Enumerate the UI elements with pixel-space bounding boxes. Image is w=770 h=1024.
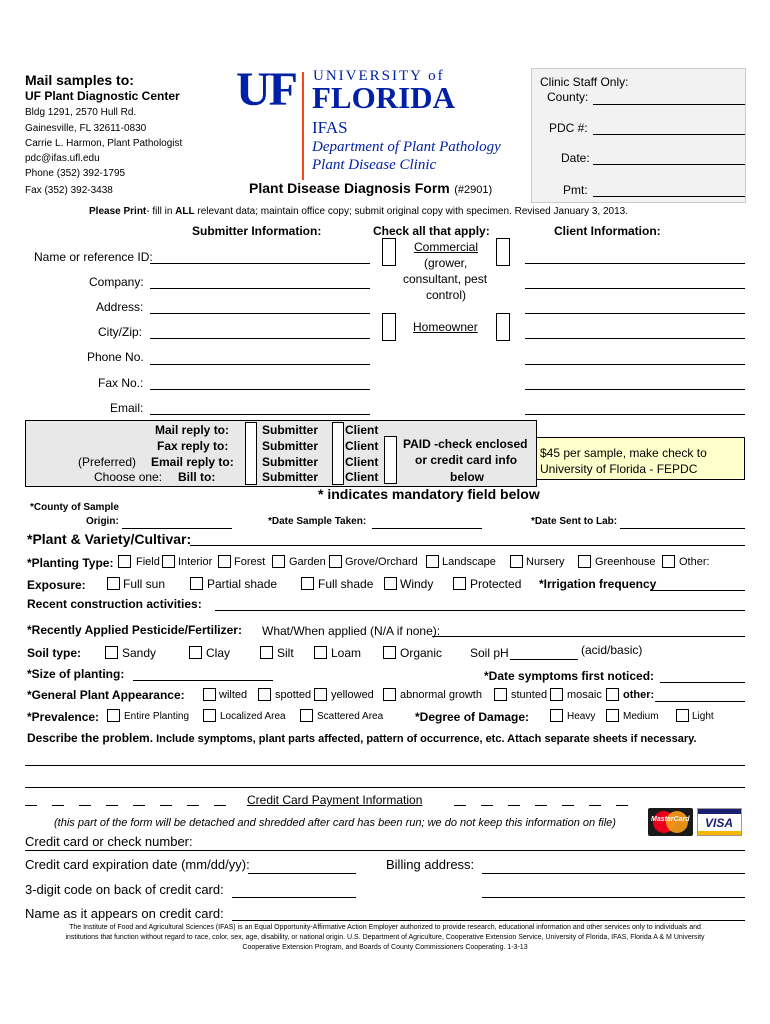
client-address-field[interactable] — [525, 313, 745, 314]
paid-label: or credit card info — [415, 453, 518, 467]
fax-field[interactable] — [150, 389, 370, 390]
uf-letters: UF — [236, 63, 296, 116]
client-name-field[interactable] — [525, 263, 745, 264]
planting-option: Nursery — [526, 556, 565, 568]
appearance-option: spotted — [275, 689, 312, 701]
planting-option: Landscape — [442, 556, 496, 568]
appearance-yellowed-checkbox[interactable] — [314, 688, 327, 701]
pesticide-sublabel: What/When applied (N/A if none): — [262, 624, 441, 638]
reply-submitter: Submitter — [262, 423, 319, 437]
fax-reply-label: Fax reply to: — [157, 439, 229, 453]
describe-hint: Include symptoms, plant parts affected, pattern of occurrence, etc. Attach separate sheets if necessary. — [153, 733, 697, 745]
planting-nursery-checkbox[interactable] — [510, 555, 523, 568]
prevalence-scattered-checkbox[interactable] — [300, 709, 313, 722]
appearance-option: other: — [623, 689, 655, 701]
appearance-option: stunted — [511, 689, 548, 701]
city-field[interactable] — [150, 338, 370, 339]
prevalence-option: Localized Area — [220, 711, 286, 722]
damage-option: Medium — [623, 711, 659, 722]
billing-field[interactable] — [482, 873, 745, 874]
phone-line: Phone (352) 392-1795 — [25, 168, 126, 179]
client-header: Client Information: — [554, 224, 661, 238]
soil-option: Organic — [400, 646, 443, 660]
exposure-label: Exposure: — [27, 578, 86, 592]
commercial-label: Commercial — [414, 240, 479, 254]
client-city-field[interactable] — [525, 338, 745, 339]
paid-checkbox[interactable] — [384, 436, 397, 484]
exposure-option: Full shade — [318, 577, 374, 591]
center-name: UF Plant Diagnostic Center — [25, 89, 180, 103]
appearance-wilted-checkbox[interactable] — [203, 688, 216, 701]
instructions — [89, 206, 628, 217]
planting-type-label: *Planting Type: — [27, 556, 114, 570]
email-reply-label: Email reply to: — [151, 455, 234, 469]
soil-type-label: Soil type: — [27, 646, 82, 660]
irrigation-label: *Irrigation frequency — [539, 577, 657, 591]
soil-sandy-checkbox[interactable] — [105, 646, 118, 659]
name-label: Name or reference ID: — [34, 250, 153, 264]
exposure-option: Partial shade — [207, 577, 278, 591]
planting-option: Forest — [234, 556, 266, 568]
logo-florida: FLORIDA — [312, 80, 455, 115]
card-number-label: Credit card or check number: — [25, 834, 193, 849]
preferred-label: (Preferred) — [78, 455, 137, 469]
footer — [30, 923, 740, 953]
mail-heading: Mail samples to: — [25, 72, 134, 88]
planting-option: Greenhouse — [595, 556, 656, 568]
describe-line-1[interactable] — [25, 765, 745, 766]
damage-heavy-checkbox[interactable] — [550, 709, 563, 722]
date-sent-label: *Date Sent to Lab: — [531, 516, 618, 527]
pmt-label: Pmt: — [563, 183, 588, 197]
exposure-windy-checkbox[interactable] — [384, 577, 397, 590]
exposure-fullsun-checkbox[interactable] — [107, 577, 120, 590]
mastercard-text: MasterCard — [651, 816, 690, 823]
soil-organic-checkbox[interactable] — [383, 646, 396, 659]
submitter-reply-checkboxes[interactable] — [245, 422, 257, 485]
soil-silt-checkbox[interactable] — [260, 646, 273, 659]
exposure-option: Windy — [400, 577, 434, 591]
appearance-option: mosaic — [567, 689, 602, 701]
appearance-option: abnormal growth — [400, 689, 482, 701]
county-origin-label: *County of Sample — [30, 502, 119, 513]
prevalence-entire-checkbox[interactable] — [107, 709, 120, 722]
fee-text: $45 per sample, make check to — [540, 446, 707, 460]
damage-label: *Degree of Damage: — [415, 710, 530, 724]
soil-option: Loam — [331, 646, 362, 660]
visa-text: VISA — [705, 816, 734, 830]
mail-reply-label: Mail reply to: — [155, 423, 230, 437]
size-field[interactable] — [133, 680, 273, 681]
soil-option: Clay — [206, 646, 231, 660]
soil-ph-field[interactable] — [510, 659, 578, 660]
planting-option: Grove/Orchard — [345, 556, 418, 568]
symptoms-date-field[interactable] — [660, 682, 745, 683]
form-title — [249, 180, 492, 198]
prevalence-label: *Prevalence: — [27, 710, 100, 724]
construction-field[interactable] — [215, 610, 745, 611]
address-field[interactable] — [150, 313, 370, 314]
security-code-field[interactable] — [232, 897, 356, 898]
construction-label: Recent construction activities: — [27, 597, 202, 611]
visa-icon — [697, 808, 742, 836]
exposure-partial-checkbox[interactable] — [190, 577, 203, 590]
mandatory-note: * indicates mandatory field below — [318, 486, 540, 502]
cardholder-label: Name as it appears on credit card: — [25, 906, 224, 921]
soil-option: Silt — [277, 646, 294, 660]
choose-label: Choose one: — [94, 470, 163, 484]
address-line: Gainesville, FL 32611-0830 — [25, 123, 147, 134]
client-phone-field[interactable] — [525, 364, 745, 365]
reply-client: Client — [345, 455, 379, 469]
reply-submitter: Submitter — [262, 439, 319, 453]
bill-label: Bill to: — [178, 470, 216, 484]
logo-clinic: Plant Disease Clinic — [312, 157, 437, 173]
appearance-other-checkbox[interactable] — [606, 688, 619, 701]
soil-clay-checkbox[interactable] — [189, 646, 202, 659]
planting-forest-checkbox[interactable] — [218, 555, 231, 568]
county-origin-label: Origin: — [86, 516, 119, 527]
staff-date-field[interactable] — [593, 164, 745, 165]
damage-light-checkbox[interactable] — [676, 709, 689, 722]
pmt-field[interactable] — [593, 196, 745, 197]
describe-line-2[interactable] — [25, 787, 745, 788]
client-email-field[interactable] — [525, 414, 745, 415]
client-homeowner-checkbox[interactable] — [496, 313, 510, 341]
planting-greenhouse-checkbox[interactable] — [578, 555, 591, 568]
expiration-label: Credit card expiration date (mm/dd/yy): — [25, 857, 250, 872]
card-number-field[interactable] — [25, 850, 745, 851]
staff-only-title: Clinic Staff Only: — [540, 75, 629, 89]
commercial-desc: (grower, — [424, 256, 468, 270]
client-company-field[interactable] — [525, 288, 745, 289]
email-label: Email: — [110, 401, 144, 415]
logo-department: Department of Plant Pathology — [312, 139, 501, 155]
exposure-protected-checkbox[interactable] — [453, 577, 466, 590]
date-sent-field[interactable] — [620, 528, 745, 529]
pesticide-field[interactable] — [432, 636, 745, 637]
footer-line: Cooperative Extension Program, and Boards of County Commissioners Cooperating. 1-3-13 — [242, 944, 528, 951]
planting-grove-checkbox[interactable] — [329, 555, 342, 568]
describe-label: Describe the problem. — [27, 731, 154, 745]
appearance-spotted-checkbox[interactable] — [258, 688, 271, 701]
planting-interior-checkbox[interactable] — [162, 555, 175, 568]
check-header: Check all that apply: — [373, 224, 490, 238]
planting-option: Field — [136, 556, 160, 568]
form-number: (#2901) — [454, 184, 493, 196]
company-label: Company: — [89, 275, 144, 289]
logo-divider — [302, 72, 304, 180]
billing-label: Billing address: — [386, 857, 475, 872]
appearance-other-field[interactable] — [655, 701, 745, 702]
soil-ph-hint: (acid/basic) — [581, 643, 643, 657]
client-reply-checkboxes[interactable] — [332, 422, 344, 485]
pdc-field[interactable] — [593, 134, 745, 135]
planting-option: Interior — [178, 556, 213, 568]
submitter-commercial-checkbox[interactable] — [382, 238, 396, 266]
mastercard-icon — [648, 808, 693, 836]
all-emphasis: ALL — [175, 206, 195, 217]
appearance-option: yellowed — [331, 689, 374, 701]
prevalence-option: Scattered Area — [317, 711, 384, 722]
planting-garden-checkbox[interactable] — [272, 555, 285, 568]
expiration-field[interactable] — [248, 873, 356, 874]
exposure-fullshade-checkbox[interactable] — [301, 577, 314, 590]
fee-text: University of Florida - FEPDC — [540, 462, 698, 476]
appearance-stunted-checkbox[interactable] — [494, 688, 507, 701]
reply-submitter: Submitter — [262, 455, 319, 469]
logo-university: UNIVERSITY of — [313, 68, 445, 84]
paid-label: below — [450, 470, 485, 484]
fax-label: Fax No.: — [98, 376, 144, 390]
client-commercial-checkbox[interactable] — [496, 238, 510, 266]
plant-variety-label: *Plant & Variety/Cultivar: — [27, 531, 192, 547]
billing-field-2[interactable] — [482, 897, 745, 898]
submitter-header: Submitter Information: — [192, 224, 322, 238]
symptoms-date-label: *Date symptoms first noticed: — [484, 669, 655, 683]
contact-line: Carrie L. Harmon, Plant Pathologist — [25, 138, 183, 149]
credit-note: (this part of the form will be detached and shredded after card has been run; we do not keep this information on file) — [54, 817, 616, 829]
plant-variety-field[interactable] — [190, 545, 745, 546]
instructions-text: - fill in — [146, 206, 176, 217]
planting-field-checkbox[interactable] — [118, 555, 131, 568]
instructions-text: relevant data; maintain office copy; submit original copy with specimen. Revised January 3, 2013. — [194, 206, 629, 217]
form-title-text: Plant Disease Diagnosis Form — [249, 180, 450, 196]
size-label: *Size of planting: — [27, 667, 125, 681]
planting-other-checkbox[interactable] — [662, 555, 675, 568]
county-origin-field[interactable] — [122, 528, 232, 529]
footer-line: The Institute of Food and Agricultural Sciences (IFAS) is an Equal Opportunity-Affirmative Action Employer authorized to provide research, educational information and other services only to individuals and — [69, 924, 701, 931]
reply-submitter: Submitter — [262, 470, 319, 484]
soil-ph-label: Soil pH — [470, 646, 509, 660]
prevalence-localized-checkbox[interactable] — [203, 709, 216, 722]
pesticide-label: *Recently Applied Pesticide/Fertilizer: — [27, 623, 242, 637]
credit-title: Credit Card Payment Information — [247, 793, 423, 807]
county-field[interactable] — [593, 104, 745, 105]
company-field[interactable] — [150, 288, 370, 289]
county-label: County: — [547, 90, 589, 104]
planting-option: Garden — [289, 556, 326, 568]
planting-option: Other: — [679, 556, 710, 568]
damage-option: Light — [692, 711, 714, 722]
damage-medium-checkbox[interactable] — [606, 709, 619, 722]
cardholder-field[interactable] — [232, 920, 745, 921]
irrigation-field[interactable] — [650, 590, 745, 591]
commercial-desc: consultant, pest — [403, 272, 488, 286]
damage-option: Heavy — [567, 711, 596, 722]
homeowner-label: Homeowner — [413, 320, 478, 334]
exposure-option: Full sun — [123, 577, 166, 591]
date-taken-label: *Date Sample Taken: — [268, 516, 367, 527]
email-field[interactable] — [150, 414, 370, 415]
prevalence-option: Entire Planting — [124, 711, 190, 722]
soil-loam-checkbox[interactable] — [314, 646, 327, 659]
fax-line: Fax (352) 392-3438 — [25, 185, 113, 196]
exposure-option: Protected — [470, 577, 522, 591]
client-fax-field[interactable] — [525, 389, 745, 390]
soil-option: Sandy — [122, 646, 157, 660]
security-code-label: 3-digit code on back of credit card: — [25, 882, 224, 897]
appearance-abnormal-checkbox[interactable] — [383, 688, 396, 701]
footer-line: institutions that function without regard to race, color, sex, age, disability, or national origin. U.S. Department of Agriculture, Cooperative Extension Service, University of Florida, IFAS, Florida A & M University — [65, 934, 705, 941]
reply-client: Client — [345, 470, 379, 484]
commercial-desc: control) — [426, 288, 467, 302]
address-line: Bldg 1291, 2570 Hull Rd. — [25, 107, 137, 118]
name-field[interactable] — [150, 263, 370, 264]
date-taken-field[interactable] — [372, 528, 482, 529]
planting-landscape-checkbox[interactable] — [426, 555, 439, 568]
city-label: City/Zip: — [98, 325, 143, 339]
date-label: Date: — [561, 151, 590, 165]
address-label: Address: — [96, 300, 144, 314]
describe-line — [27, 729, 697, 747]
logo-ifas: IFAS — [312, 118, 348, 137]
appearance-label: *General Plant Appearance: — [27, 688, 185, 702]
email-line: pdc@ifas.ufl.edu — [25, 153, 100, 164]
reply-client: Client — [345, 423, 379, 437]
paid-label: PAID -check enclosed — [403, 437, 528, 451]
submitter-homeowner-checkbox[interactable] — [382, 313, 396, 341]
phone-label: Phone No. — [87, 350, 144, 364]
appearance-option: wilted — [219, 689, 248, 701]
pdc-label: PDC #: — [549, 121, 588, 135]
print-emphasis: Please Print — [89, 206, 147, 217]
phone-field[interactable] — [150, 364, 370, 365]
appearance-mosaic-checkbox[interactable] — [550, 688, 563, 701]
reply-client: Client — [345, 439, 379, 453]
